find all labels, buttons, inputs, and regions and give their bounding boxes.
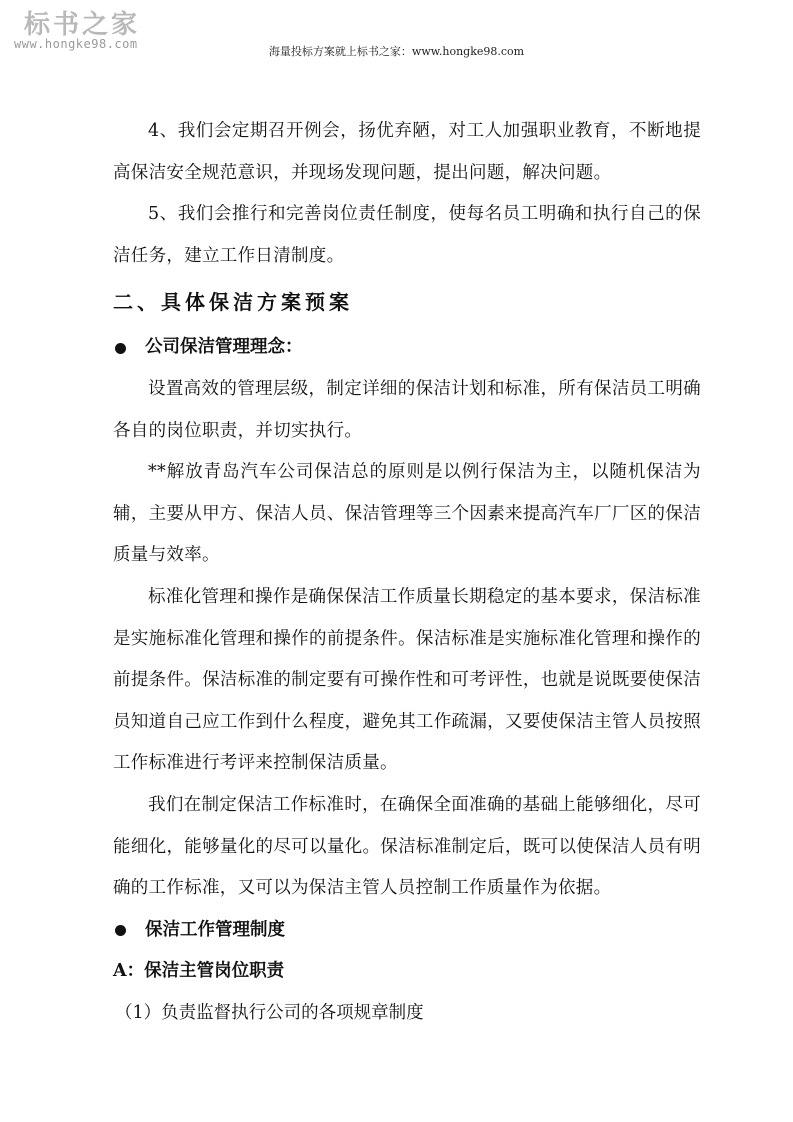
bullet-dot-icon (115, 343, 126, 354)
bullet-label: 保洁工作管理制度 (145, 919, 285, 940)
bullet-item-system (113, 910, 701, 952)
paragraph-concept-1: 设置高效的管理层级，制定详细的保洁计划和标准，所有保洁员工明确各自的岗位职责，并切实执行。 (113, 378, 701, 441)
document-body (113, 111, 701, 1034)
header-tagline: 海量投标方案就上标书之家：www.hongke98.com (268, 45, 525, 58)
bullet-label: 公司保洁管理理念： (145, 337, 303, 358)
logo-url: www.hongke98.com (14, 37, 138, 51)
bullet-item-concept (113, 327, 701, 369)
paragraph-concept-2: **解放青岛汽车公司保洁总的原则是以例行保洁为主，以随机保洁为辅，主要从甲方、保洁人员、保洁管理等三个因素来提高汽车厂厂区的保洁质量与效率。 (113, 462, 701, 566)
paragraph-5: 5、我们会推行和完善岗位责任制度，使每名员工明确和执行自己的保洁任务，建立工作日清制度。 (113, 204, 701, 266)
paragraph-concept-4: 我们在制定保洁工作标准时，在确保全面准确的基础上能够细化，尽可能细化，能够量化的尽可以量化。保洁标准制定后，既可以使保洁人员有明确的工作标准，又可以为保洁主管人员控制工作质量作为依据。 (113, 794, 701, 899)
paragraph-concept-3: 标准化管理和操作是确保保洁工作质量长期稳定的基本要求，保洁标准是实施标准化管理和操作的前提条件。保洁标准是实施标准化管理和操作的前提条件。保洁标准的制定要有可操作性和可考评性，也就是说既要使保洁员知道自己应工作到什么程度，避免其工作疏漏，又要使保洁主管人员按照工作标准进行考评来控制保洁质量。 (113, 586, 701, 774)
section-heading: 二、具体保洁方案预案 (113, 290, 353, 315)
bullet-dot-icon (115, 925, 126, 936)
paragraph-4: 4、我们会定期召开例会，扬优弃陋，对工人加强职业教育，不断地提高保洁安全规范意识，并现场发现问题，提出问题，解决问题。 (113, 121, 701, 183)
list-item-1: （1）负责监督执行公司的各项规章制度 (115, 1002, 424, 1023)
sub-heading-a: A：保洁主管岗位职责 (113, 961, 285, 982)
logo-text: 标书之家 (24, 10, 141, 40)
